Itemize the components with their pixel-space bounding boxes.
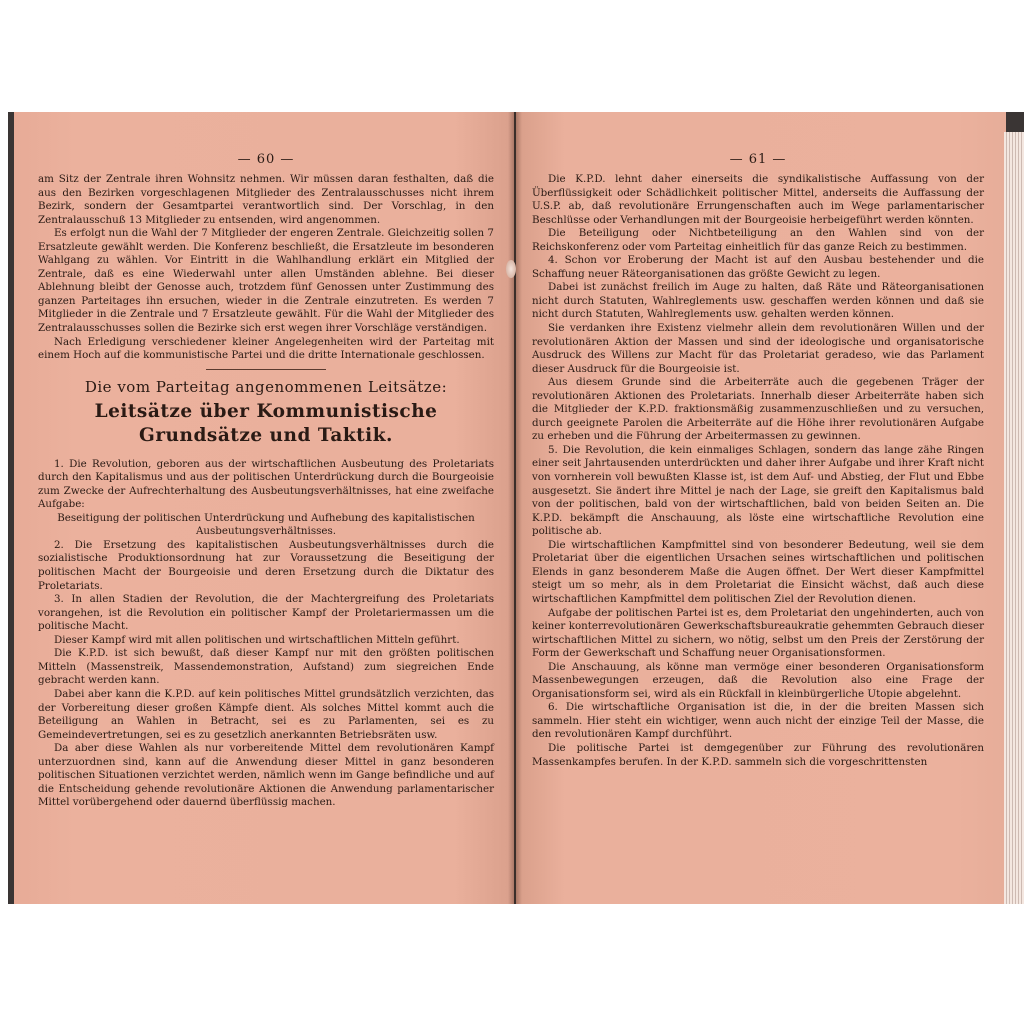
paragraph: Es erfolgt nun die Wahl der 7 Mitglieder der engeren Zentrale. Gleichzeitig sollen 7 Ersatzleute gewählt werden. Die Konferenz beschließt, die Ersatzleute im besonderen Wahlgang zu wählen. Vor Eintritt in die Wahlhandlung erklärt ein Mitglied der Zentrale, daß es eine Wiederwahl unter allen Umständen ablehne. Bei dieser Ablehnung bleibt der Genosse auch, trotzdem fünf Genossen unter Zustimmung des ganzen Parteitages ihn ersuchen, wieder in die Zentrale einzutreten. Es werden 7 Mitglieder in die Zentrale und 7 Ersatzleute gewählt. Für die Wahl der Mitglieder des Zentralausschusses sollen die Bezirke sich erst wegen ihrer Vorschläge verständigen. — [38, 227, 494, 335]
left-page — [14, 112, 514, 904]
page-number-left: — 60 — — [237, 152, 295, 167]
paragraph: Aus diesem Grunde sind die Arbeiterräte auch die gegebenen Träger der revolutionären Aktionen des Proletariats. Innerhalb dieser Arbeiterräte haben sich die Mitglieder der K.P.D. fraktionsmäßig zusammenzuschließen und zu versuchen, durch geeignete Parolen die Arbeiterräte auf die Höhe ihrer revolutionären Aufgabe zu erheben und die Führung der Arbeitermassen zu gewinnen. — [532, 376, 984, 443]
section-heading: Leitsätze über Kommunistische Grundsätze und Taktik. — [94, 400, 438, 446]
paragraph: Die Beteiligung oder Nichtbeteiligung an den Wahlen sind von der Reichskonferenz oder vom Parteitag einheitlich für das ganze Reich zu bestimmen. — [532, 227, 984, 253]
divider — [206, 369, 326, 370]
paper-stain — [506, 260, 516, 278]
paragraph: Die politische Partei ist demgegenüber zur Führung des revolutionären Massenkampfes berufen. In der K.P.D. sammeln sich die vorgeschrittensten — [532, 741, 984, 768]
paragraph: 1. Die Revolution, geboren aus der wirtschaftlichen Ausbeutung des Proletariats durch den Kapitalismus und aus der politischen Unterdrückung durch die Bourgeoisie zum Zwecke der Aufrechterhaltung des Ausbeutungsverhältnisses, hat eine zweifache Aufgabe: — [38, 457, 494, 511]
page-edges — [1004, 132, 1024, 904]
paragraph: 4. Schon vor Eroberung der Macht ist auf den Ausbau bestehender und die Schaffung neuer Räteorganisationen das größte Gewicht zu legen. — [532, 254, 984, 280]
paragraph: Da aber diese Wahlen als nur vorbereitende Mittel dem revolutionären Kampf unterzuordnen sind, kann auf die Anwendung dieser Mittel in ganz besonderen politischen Situationen verzichtet werden, nämlich wenn im Gange befindliche und auf die Entscheidung gehende revolutionäre Aktionen die Anwendung parlamentarischer Mittel vorübergehend oder dauernd überflüssig machen. — [38, 742, 494, 809]
page-number-right: — 61 — — [729, 152, 787, 167]
paragraph: Aufgabe der politischen Partei ist es, dem Proletariat den ungehinderten, auch von keiner konterrevolutionären Gewerkschaftsbureaukratie gehemmten Gebrauch dieser wirtschaftlichen Mittel zu sichern, wo nötig, selbst um den Preis der Zerstörung der Form der Gewerkschaft und Schaffung neuer Organisationsformen. — [532, 606, 984, 660]
book-gutter — [508, 112, 522, 904]
paragraph: Dieser Kampf wird mit allen politischen und wirtschaftlichen Mitteln geführt. — [54, 633, 460, 646]
paragraph: Die K.P.D. lehnt daher einerseits die syndikalistische Auffassung von der Überflüssigkeit oder Schädlichkeit politischer Mittel, anderseits die Auffassung der U.S.P. ab, daß revolutionäre Errungenschaften auch im Wege parlamentarischer Beschlüsse oder Verhandlungen mit der Bourgeoisie herbeigeführt werden könnten. — [532, 173, 984, 226]
paragraph: 5. Die Revolution, die kein einmaliges Schlagen, sondern das lange zähe Ringen einer seit Jahrtausenden unterdrückten und daher ihrer Aufgabe und ihrer Kraft nicht von vornherein voll bewußten Klasse ist, ist dem Auf- und Abstieg, der Flut und Ebbe ausgesetzt. Sie ändert ihre Mittel je nach der Lage, sie greift den Kapitalismus bald von der politischen, bald von der wirtschaftlichen, bald von beiden Seiten an. Die K.P.D. bekämpft die Anschauung, als löste eine wirtschaftliche Revolution eine politische ab. — [532, 443, 984, 538]
paragraph: Sie verdanken ihre Existenz vielmehr allein dem revolutionären Willen und der revolutionären Aktion der Massen und sind der ideologische und organisatorische Ausdruck des Willens zur Macht für das Proletariat geradeso, wie das Parlament dieser Ausdruck für die Bourgeoisie ist. — [532, 322, 984, 375]
paragraph: Die wirtschaftlichen Kampfmittel sind von besonderer Bedeutung, weil sie dem Proletariat über die eigentlichen Ursachen seines wirtschaftlichen und politischen Elends in ganz besonderem Maße die Augen öffnet. Der Wert dieser Kampfmittel steigt um so mehr, als in dem Proletariat die Einsicht wächst, daß auch diese wirtschaftlichen Kampfmittel dem politischen Ziel der Revolution dienen. — [532, 538, 984, 605]
paragraph: Die K.P.D. ist sich bewußt, daß dieser Kampf nur mit den größten politischen Mitteln (Massenstreik, Massendemonstration, Aufstand) zum siegreichen Ende gebracht werden kann. — [38, 647, 494, 687]
paragraph-centered: Beseitigung der politischen Unterdrückung und Aufhebung des kapitalistischen Ausbeutungsverhältnisses. — [57, 511, 475, 538]
section-subheading: Die vom Parteitag angenommenen Leitsätze: — [84, 377, 448, 396]
paragraph: 2. Die Ersetzung des kapitalistischen Ausbeutungsverhältnisses durch die sozialistische Produktionsordnung hat zur Voraussetzung die Beseitigung der politischen Macht der Bourgeoisie und deren Ersetzung durch die Diktatur des Proletariats. — [38, 538, 494, 592]
right-page-text — [532, 173, 984, 769]
paragraph: Nach Erledigung verschiedener kleiner Angelegenheiten wird der Parteitag mit einem Hoch auf die kommunistische Partei und die dritte Internationale geschlossen. — [38, 335, 494, 362]
paragraph: 3. In allen Stadien der Revolution, die der Machtergreifung des Proletariats vorangehen, ist die Revolution ein politischer Kampf der Proletariermassen um die politische Macht. — [38, 593, 494, 633]
right-page — [516, 112, 1006, 904]
left-page-text — [38, 173, 494, 810]
open-book — [8, 112, 1024, 904]
paragraph: am Sitz der Zentrale ihren Wohnsitz nehmen. Wir müssen daran festhalten, daß die aus den Bezirken vorgeschlagenen Mitglieder des Zentralausschusses nicht ihrem Bezirk, sondern der Gesamtpartei verantwortlich sind. Der Vorschlag, in den Zentralausschuß 13 Mitglieder zu entsenden, wird angenommen. — [38, 173, 494, 226]
paragraph: 6. Die wirtschaftliche Organisation ist die, in der die breiten Massen sich sammeln. Hier steht ein wichtiger, wenn auch nicht der einzige Teil der Masse, die den revolutionären Kampf durchführt. — [532, 701, 984, 741]
paragraph: Dabei aber kann die K.P.D. auf kein politisches Mittel grundsätzlich verzichten, das der Vorbereitung dieser großen Kämpfe dient. Als solches Mittel kommt auch die Beteiligung an Wahlen in Betracht, sei es zu Parlamenten, sei es zu Gemeindevertretungen, sei es zu gesetzlich anerkannten Betriebsräten usw. — [38, 687, 494, 741]
paragraph: Die Anschauung, als könne man vermöge einer besonderen Organisationsform Massenbewegungen erzeugen, daß die Revolution also eine Frage der Organisationsform sei, wird als ein Rückfall in kleinbürgerliche Utopie abgelehnt. — [532, 660, 984, 700]
paragraph: Dabei ist zunächst freilich im Auge zu halten, daß Räte und Räteorganisationen nicht durch Statuten, Wahlreglements usw. geschaffen werden können und daß sie nicht durch Statuten, Wahlreglements usw. gehalten werden können. — [532, 281, 984, 321]
